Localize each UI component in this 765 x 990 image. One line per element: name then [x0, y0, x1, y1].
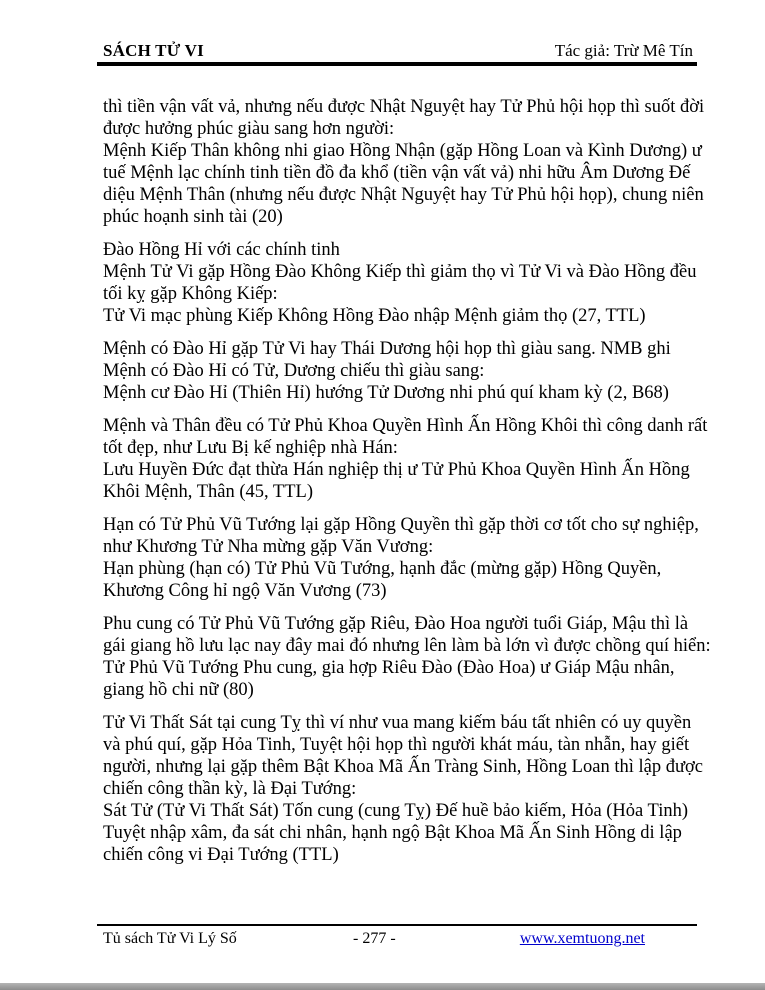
- text-line: Phu cung có Tử Phủ Vũ Tướng gặp Riêu, Đào Hoa người tuổi Giáp, Mậu thì là: [103, 614, 689, 634]
- text-line: Khôi Mệnh, Thân (45, TTL): [103, 482, 313, 502]
- text-line: người, nhưng lại gặp thêm Bật Khoa Mã Ấn Tràng Sinh, Hồng Loan thì lập được: [103, 757, 703, 777]
- header-rule: [97, 62, 697, 66]
- paragraph: [103, 338, 703, 404]
- page-footer: [103, 929, 695, 951]
- text-line: gái giang hồ lưu lạc nay đây mai đó nhưng lên làm bà lớn vì được chồng quí hiển:: [103, 636, 711, 656]
- text-line: tối kỵ gặp Không Kiếp:: [103, 284, 278, 304]
- text-line: giang hồ chi nữ (80): [103, 680, 254, 700]
- text-line: Tuyệt nhập xâm, đa sát chi nhân, hạnh ngộ Bật Khoa Mã Ấn Sinh Hồng di lập: [103, 823, 682, 843]
- text-line: chiến công thần kỳ, là Đại Tướng:: [103, 779, 357, 799]
- header-author: Tác giả: Trừ Mê Tín: [554, 41, 693, 60]
- text-line: Mệnh Tử Vi gặp Hồng Đào Không Kiếp thì giảm thọ vì Tử Vi và Đào Hồng đều: [103, 262, 697, 282]
- footer-website-link[interactable]: www.xemtuong.net: [519, 930, 645, 947]
- page-bottom-edge: [0, 983, 765, 990]
- text-line: Mệnh cư Đào Hỉ (Thiên Hỉ) hướng Tử Dương nhi phú quí kham kỳ (2, B68): [103, 383, 669, 403]
- paragraph: [103, 239, 703, 327]
- text-line: Lưu Huyền Đức đạt thừa Hán nghiệp thị ư Tử Phủ Khoa Quyền Hình Ấn Hồng: [103, 460, 690, 480]
- text-line: Tử Vi mạc phùng Kiếp Không Hồng Đào nhập Mệnh giảm thọ (27, TTL): [103, 306, 646, 326]
- text-line: Hạn phùng (hạn có) Tử Phủ Vũ Tướng, hạnh đắc (mừng gặp) Hồng Quyền,: [103, 559, 662, 579]
- text-line: phúc hoạnh sinh tài (20): [103, 207, 283, 227]
- text-line: Tử Vi Thất Sát tại cung Tỵ thì ví như vua mang kiếm báu tất nhiên có uy quyền: [103, 713, 692, 733]
- paragraph: [103, 712, 703, 866]
- text-line: thì tiền vận vất vả, nhưng nếu được Nhật Nguyệt hay Tử Phủ hội họp thì suốt đời: [103, 97, 705, 117]
- paragraph: [103, 514, 703, 602]
- text-line: Mệnh và Thân đều có Tử Phủ Khoa Quyền Hình Ấn Hồng Khôi thì công danh rất: [103, 416, 708, 436]
- text-line: chiến công vi Đại Tướng (TTL): [103, 845, 339, 865]
- text-line: và phú quí, gặp Hỏa Tinh, Tuyệt hội họp thì người khát máu, tàn nhẫn, hay giết: [103, 735, 690, 755]
- text-line: Mệnh Kiếp Thân không nhi giao Hồng Nhận (gặp Hồng Loan và Kình Dương) ư: [103, 141, 702, 161]
- paragraph: [103, 613, 711, 701]
- page-body: [103, 96, 711, 866]
- footer-rule: [97, 924, 697, 926]
- text-line: diệu Mệnh Thân (nhưng nếu được Nhật Nguyệt hay Tử Phủ hội họp), chung niên: [103, 185, 704, 205]
- header-book-title: SÁCH TỬ VI: [103, 41, 204, 60]
- text-line: tốt đẹp, như Lưu Bị kế nghiệp nhà Hán:: [103, 438, 398, 458]
- text-line: Đào Hồng Hỉ với các chính tinh: [103, 240, 340, 260]
- text-line: tuế Mệnh lạc chính tinh tiền đồ đa khổ (tiền vận vất vả) nhi hữu Âm Dương Đế: [103, 163, 691, 183]
- text-line: như Khương Tử Nha mừng gặp Văn Vương:: [103, 537, 434, 557]
- footer-page-number: - 277 -: [353, 930, 396, 947]
- footer-series-title: Tủ sách Tử Vi Lý Số: [103, 930, 237, 947]
- paragraph: [103, 415, 708, 503]
- text-line: được hưởng phúc giàu sang hơn người:: [103, 119, 395, 139]
- text-line: Tử Phủ Vũ Tướng Phu cung, gia hợp Riêu Đào (Đào Hoa) ư Giáp Mậu nhân,: [103, 658, 675, 678]
- text-line: Mệnh có Đào Hỉ gặp Tử Vi hay Thái Dương hội họp thì giàu sang. NMB ghi: [103, 339, 671, 359]
- text-line: Mệnh có Đào Hỉ có Tử, Dương chiếu thì giàu sang:: [103, 361, 485, 381]
- text-line: Sát Tử (Tử Vi Thất Sát) Tốn cung (cung Tỵ) Đế huề bảo kiếm, Hỏa (Hỏa Tinh): [103, 801, 688, 821]
- page-header: [103, 41, 693, 61]
- paragraph: [103, 96, 703, 228]
- text-line: Khương Công hỉ ngộ Văn Vương (73): [103, 581, 387, 601]
- text-line: Hạn có Tử Phủ Vũ Tướng lại gặp Hồng Quyền thì gặp thời cơ tốt cho sự nghiệp,: [103, 515, 699, 535]
